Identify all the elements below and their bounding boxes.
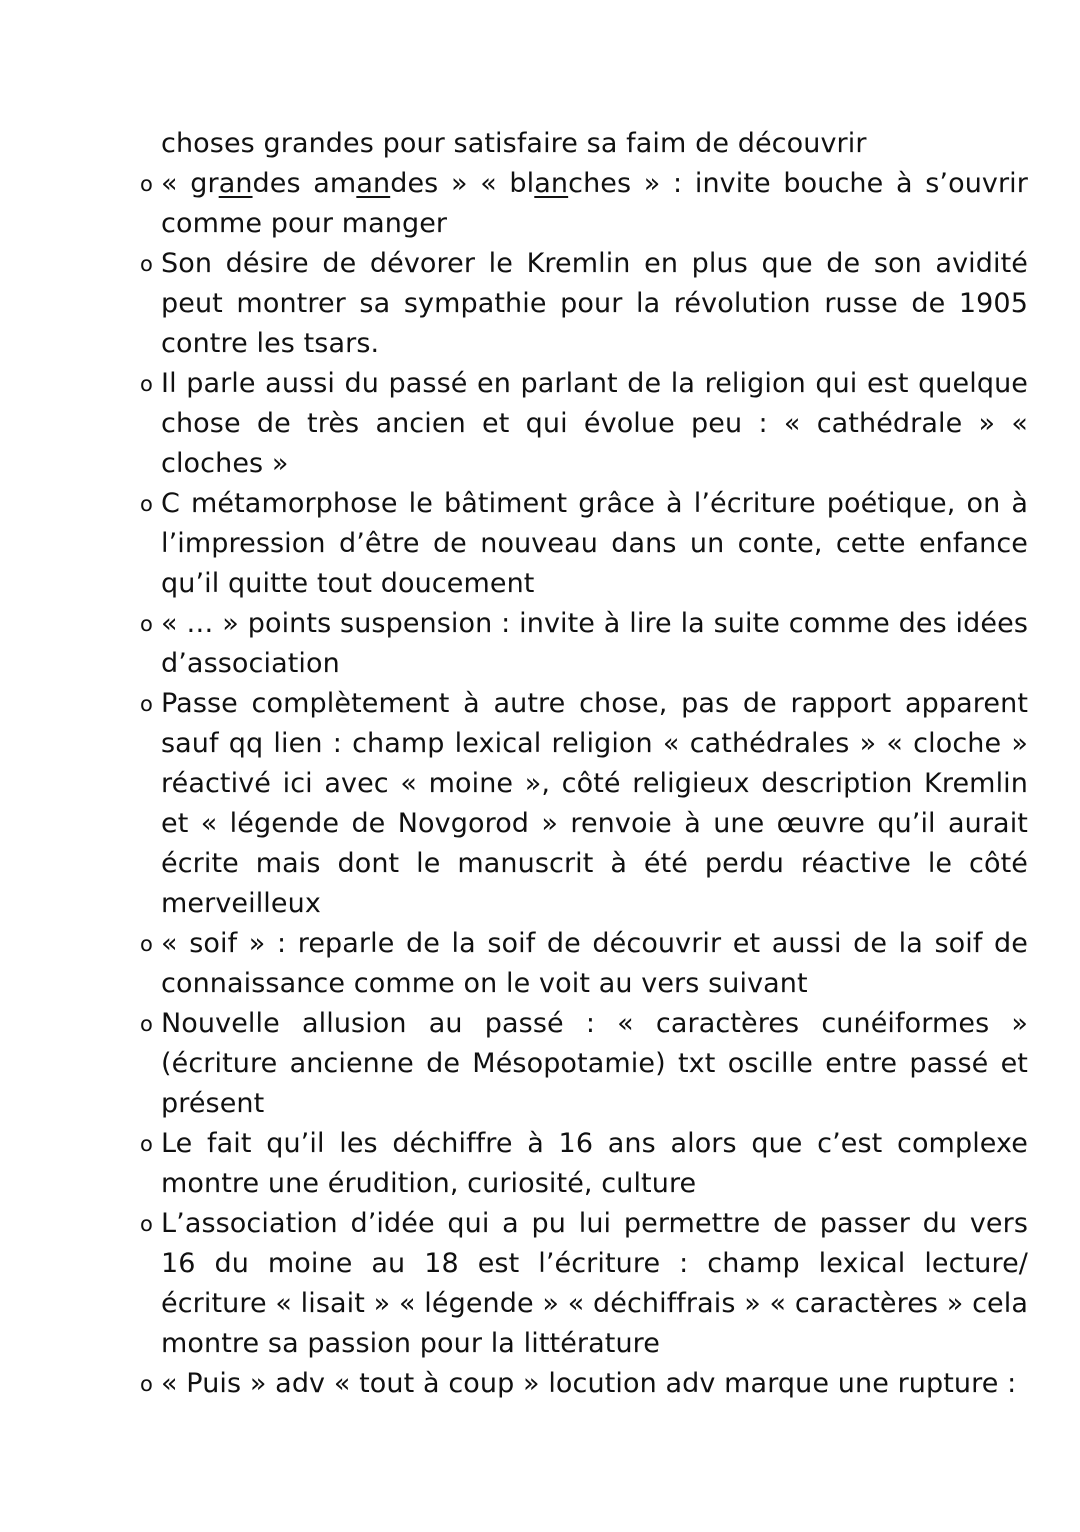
list-item-text: « Puis » adv « tout à coup » locution adv marque une rupture : xyxy=(161,1368,1017,1399)
list-item xyxy=(140,684,1028,924)
bullet-marker: o xyxy=(140,612,153,636)
list-item-text: Son désire de dévorer le Kremlin en plus que de son avidité peut montrer sa sympathie pour la révolution russe de 1905 contre les tsars. xyxy=(161,248,1028,359)
notes-content xyxy=(140,124,1028,1404)
list-item xyxy=(140,1124,1028,1204)
list-item-text: « … » points suspension : invite à lire la suite comme des idées d’association xyxy=(161,608,1028,679)
list-item-text: « soif » : reparle de la soif de découvrir et aussi de la soif de connaissance comme on le voit au vers suivant xyxy=(161,928,1028,999)
text-segment: des am xyxy=(252,168,357,199)
list-item xyxy=(140,484,1028,604)
list-item xyxy=(140,164,1028,244)
bullet-marker: o xyxy=(140,1012,153,1036)
underlined-segment: an xyxy=(356,168,391,199)
text-segment: ches » : invite bouche à s’ouvrir comme pour manger xyxy=(161,168,1028,239)
bullet-marker: o xyxy=(140,372,153,396)
list-item xyxy=(140,1204,1028,1364)
bullet-marker: o xyxy=(140,172,153,196)
list-item xyxy=(140,244,1028,364)
bullet-marker: o xyxy=(140,492,153,516)
list-item-text: Passe complètement à autre chose, pas de rapport apparent sauf qq lien : champ lexical religion « cathédrales » « cloche » réactivé ici avec « moine », côté religieux description Kremlin et « légende de Novgorod » renvoie à une œuvre qu’il aurait écrite mais dont le manuscrit à été perdu réactive le côté merveilleux xyxy=(161,688,1028,919)
list-item-text: Nouvelle allusion au passé : « caractères cunéiformes » (écriture ancienne de Mésopotamie) txt oscille entre passé et présent xyxy=(161,1008,1028,1119)
list-item xyxy=(140,1004,1028,1124)
bullet-list xyxy=(140,164,1028,1404)
text-segment: « gr xyxy=(161,168,219,199)
bullet-marker: o xyxy=(140,1132,153,1156)
list-item xyxy=(140,604,1028,684)
list-item-text: L’association d’idée qui a pu lui permettre de passer du vers 16 du moine au 18 est l’écriture : champ lexical lecture/écriture « lisait » « légende » « déchiffrais » « caractères » cela montre sa passion pour la littérature xyxy=(161,1208,1028,1359)
bullet-marker: o xyxy=(140,252,153,276)
continuation-line: choses grandes pour satisfaire sa faim de découvrir xyxy=(161,128,867,159)
list-item xyxy=(140,1364,1028,1404)
list-item-text: Le fait qu’il les déchiffre à 16 ans alors que c’est complexe montre une érudition, curiosité, culture xyxy=(161,1128,1028,1199)
bullet-marker: o xyxy=(140,1212,153,1236)
list-item xyxy=(140,924,1028,1004)
underlined-segment: an xyxy=(534,168,569,199)
bullet-marker: o xyxy=(140,1372,153,1396)
underlined-segment: an xyxy=(218,168,253,199)
text-segment: des » « bl xyxy=(390,168,535,199)
bullet-marker: o xyxy=(140,932,153,956)
bullet-marker: o xyxy=(140,692,153,716)
list-item-text: C métamorphose le bâtiment grâce à l’écriture poétique, on à l’impression d’être de nouveau dans un conte, cette enfance qu’il quitte tout doucement xyxy=(161,488,1028,599)
list-item-text: Il parle aussi du passé en parlant de la religion qui est quelque chose de très ancien et qui évolue peu : « cathédrale » « cloches » xyxy=(161,368,1028,479)
list-item xyxy=(140,364,1028,484)
